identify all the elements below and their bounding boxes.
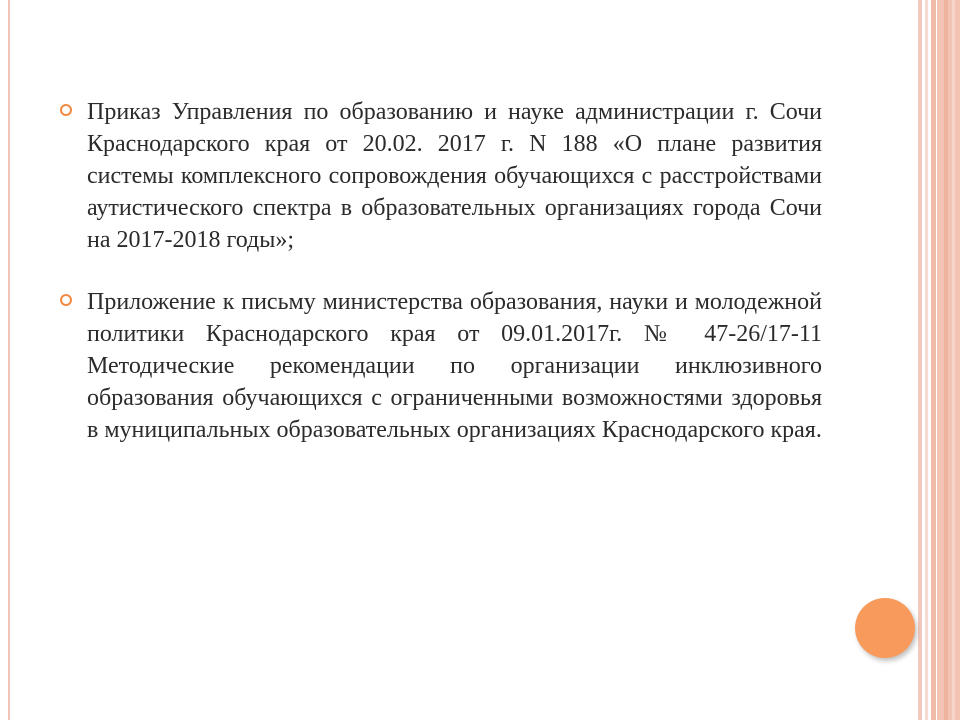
decorative-stripe [937,0,960,720]
list-item [62,96,822,256]
ring-bullet-icon [60,104,72,116]
decorative-stripe [925,0,928,720]
decorative-stripe [944,0,948,720]
decorative-circle [855,598,915,658]
ring-bullet-icon [60,294,72,306]
list-item [62,286,822,446]
bullet-text: Приказ Управления по образованию и науке администрации г. Сочи Краснодарского края от 20.02. 2017 г. N 188 «О плане развития системы комплексного сопровождения обучающихся с расстройствами аутистического спектра в образовательных организациях города Сочи на 2017-2018 годы»; [87,99,822,253]
bullet-text: Приложение к письму министерства образования, науки и молодежной политики Краснодарского края от 09.01.2017г. № 47-26/17-11 Методические рекомендации по организации инклюзивного образования обучающихся с ограниченными возможностями здоровья в муниципальных образовательных организациях Краснодарского края. [87,289,822,443]
decorative-stripe [952,0,955,720]
decorative-stripe [918,0,922,720]
left-border-line [8,0,10,720]
bullet-list [62,96,822,476]
decorative-stripe [931,0,936,720]
